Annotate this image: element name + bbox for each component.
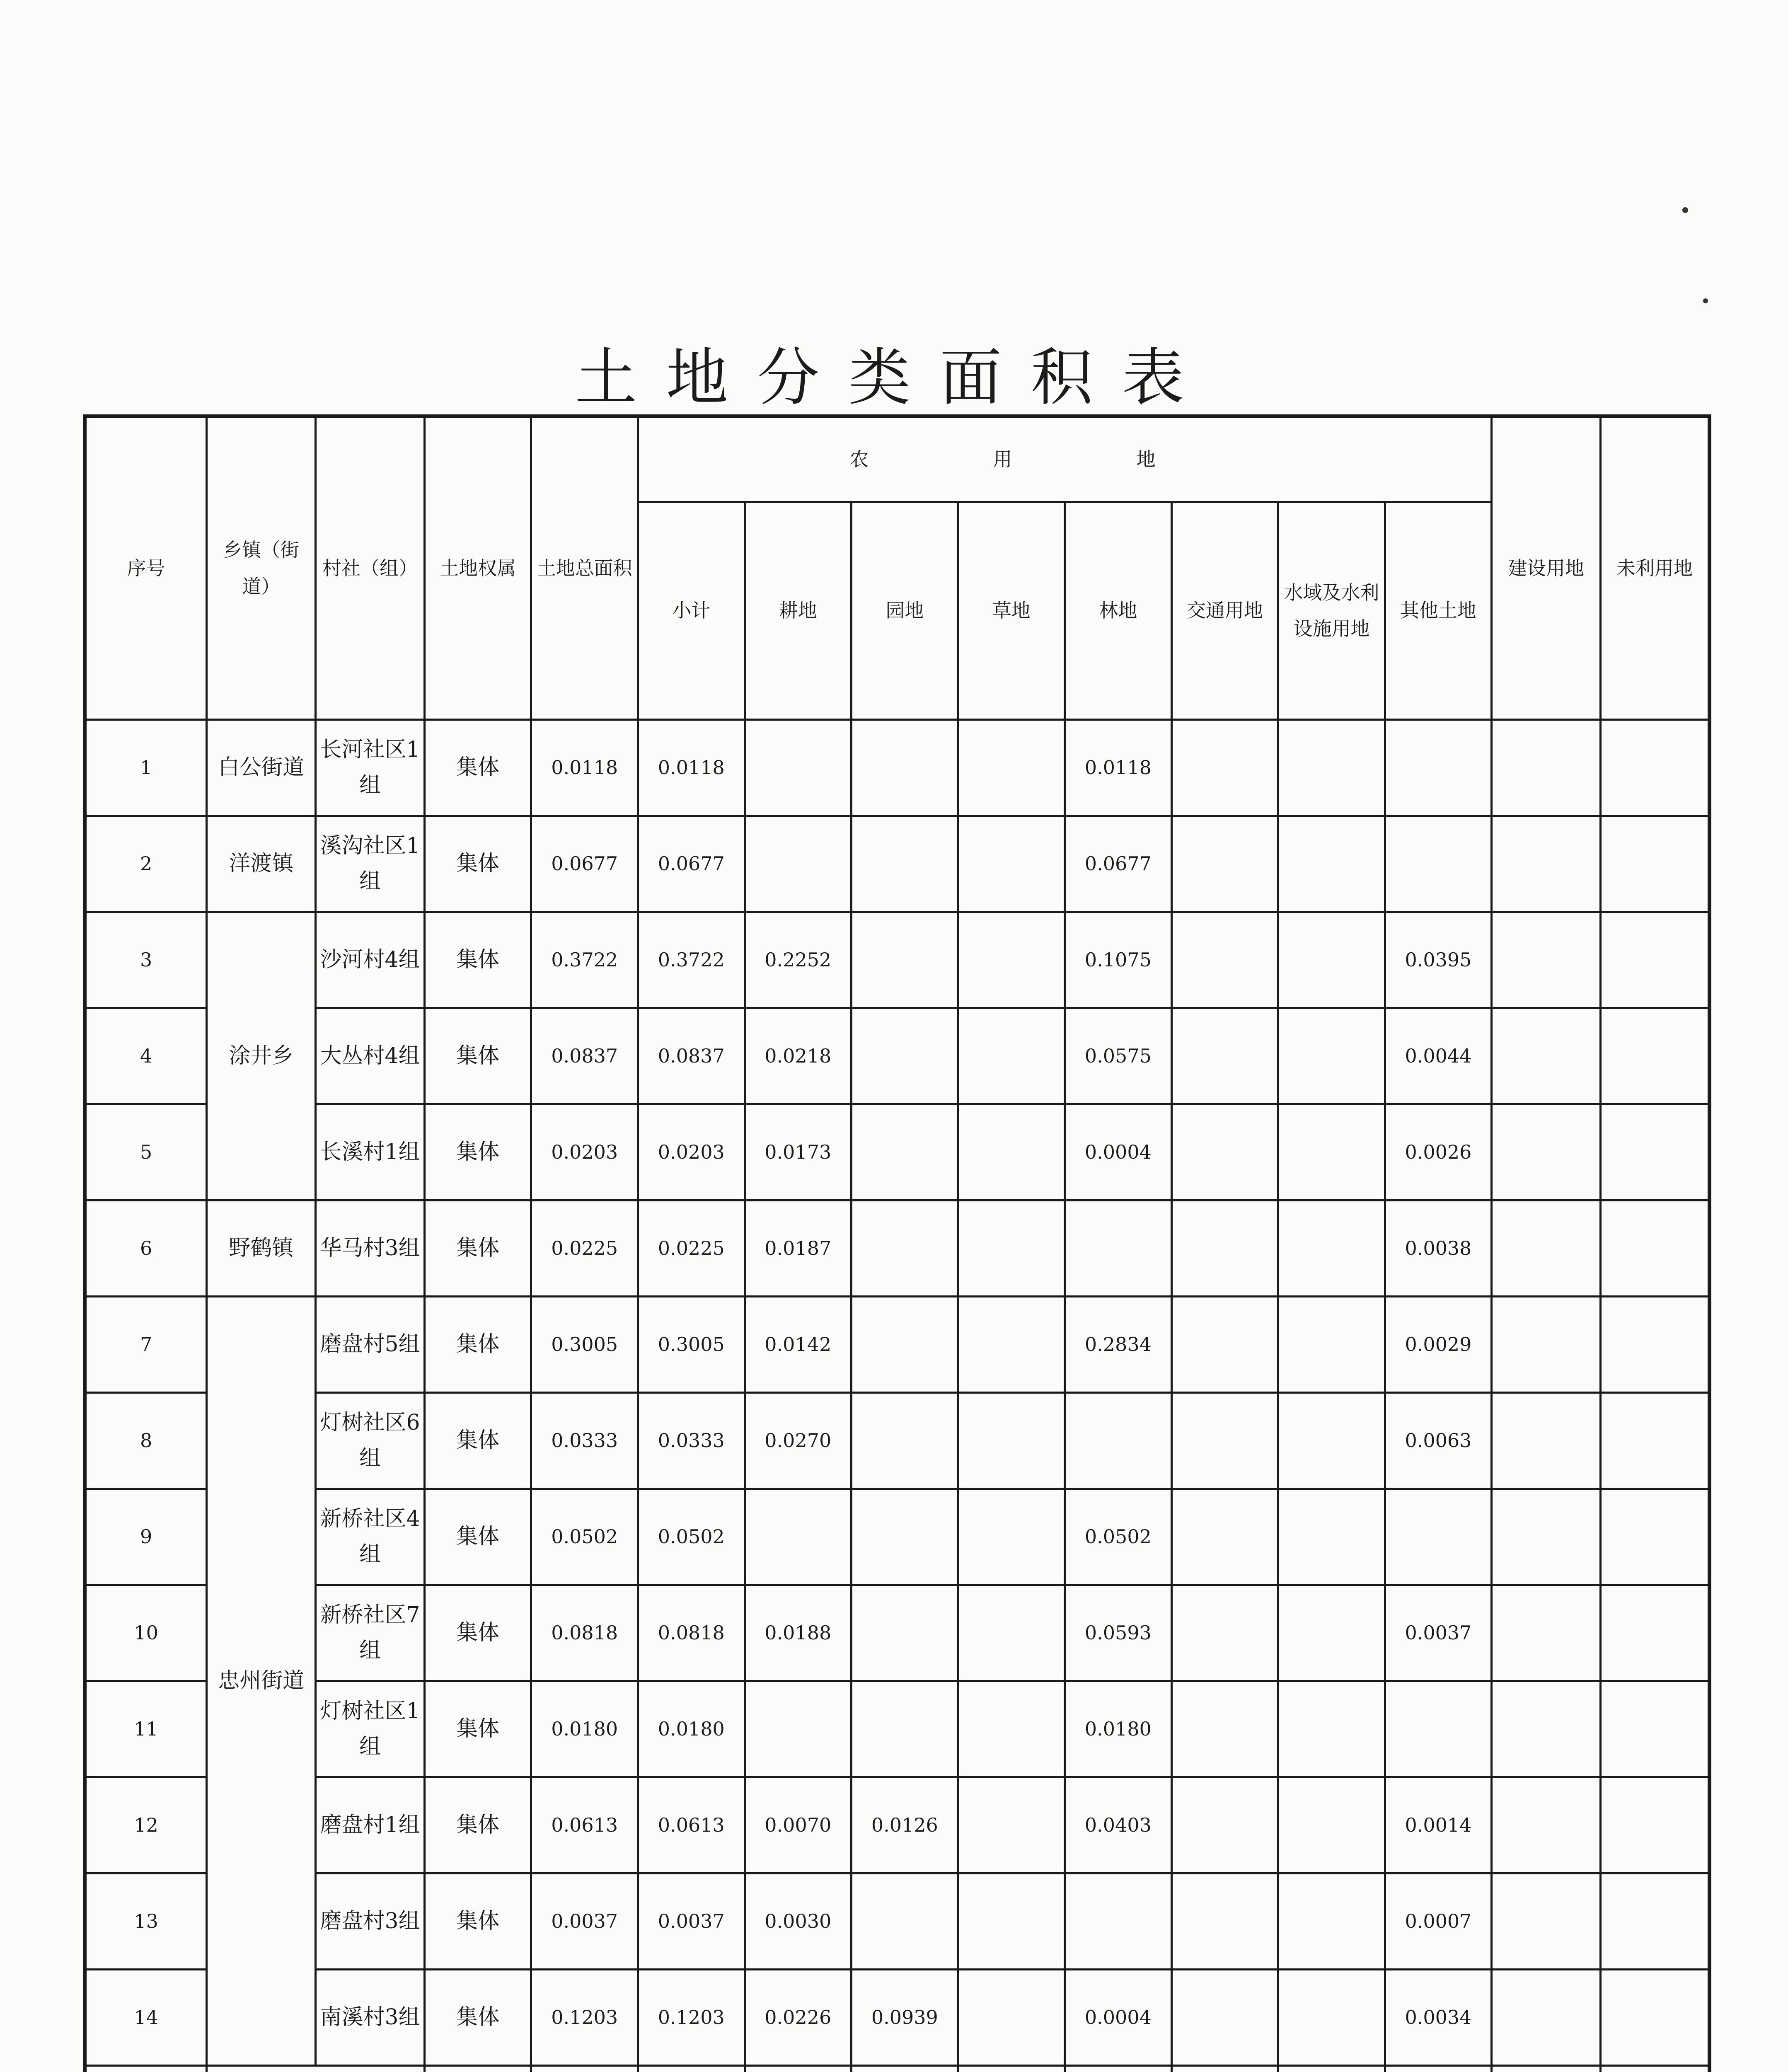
header-total-area: 土地总面积: [531, 416, 638, 720]
cell-garden: [852, 1008, 958, 1104]
cell-construction: [1492, 912, 1601, 1008]
cell-ownership: 集体: [424, 816, 531, 912]
cell-grass: [958, 1393, 1065, 1489]
cell-village: 大丛村4组: [316, 1008, 425, 1104]
cell-subtotal: 0.0203: [638, 1104, 745, 1201]
scan-speck: [1682, 207, 1688, 213]
cell-forest: 0.0004: [1065, 1104, 1172, 1201]
cell-grass: [958, 1489, 1065, 1585]
cell-ownership: 集体: [424, 1393, 531, 1489]
cell-transport: [1171, 816, 1278, 912]
cell-transport: [1171, 912, 1278, 1008]
cell-forest: [1065, 1874, 1172, 1970]
cell-grass: [958, 1008, 1065, 1104]
cell-village: 灯树社区1组: [316, 1681, 425, 1777]
cell-cultivated: 0.0142: [745, 1297, 852, 1393]
cell-forest: 0.0575: [1065, 1008, 1172, 1104]
cell-forest: 0.0180: [1065, 1681, 1172, 1777]
header-grass: 草地: [958, 502, 1065, 720]
cell-total: 0.0502: [531, 1489, 638, 1585]
cell-garden: [852, 1201, 958, 1297]
cell-water: [1278, 1777, 1385, 1874]
cell-unused: [1601, 1489, 1710, 1585]
cell-ownership: 集体: [424, 1777, 531, 1874]
cell-ownership: 集体: [424, 1104, 531, 1201]
cell-total: 0.0818: [531, 1585, 638, 1681]
cell-forest: [1065, 1201, 1172, 1297]
cell-index: 11: [85, 1681, 207, 1777]
table-row: [85, 816, 1710, 912]
cell-water: [1278, 1489, 1385, 1585]
cell-ownership: 集体: [424, 1489, 531, 1585]
cell-ownership: 集体: [424, 1970, 531, 2066]
cell-forest: 0.0502: [1065, 1489, 1172, 1585]
cell-cultivated: [745, 2066, 852, 2072]
cell-index: 1: [85, 720, 207, 816]
cell-construction: [1492, 1393, 1601, 1489]
table-row: [85, 1008, 1710, 1104]
cell-garden: [852, 1104, 958, 1201]
cell-cultivated: 0.0188: [745, 1585, 852, 1681]
table-row: [85, 1393, 1710, 1489]
header-garden: 园地: [852, 502, 958, 720]
cell-total: [531, 2066, 638, 2072]
cell-village: 南溪村3组: [316, 1970, 425, 2066]
cell-ownership: 集体: [424, 1201, 531, 1297]
cell-forest: 0.0403: [1065, 1777, 1172, 1874]
cell-grass: [958, 1297, 1065, 1393]
header-ownership: 土地权属: [424, 416, 531, 720]
cell-unused: [1601, 1297, 1710, 1393]
cell-forest: 0.0118: [1065, 720, 1172, 816]
cell-cultivated: [745, 1489, 852, 1585]
cell-water: [1278, 1393, 1385, 1489]
table-row: [85, 1874, 1710, 1970]
cell-grass: [958, 1681, 1065, 1777]
cell-garden: [852, 2066, 958, 2072]
cell-other: [1385, 1681, 1492, 1777]
cell-other: 0.0014: [1385, 1777, 1492, 1874]
cell-water: [1278, 1585, 1385, 1681]
cell-water: [1278, 1970, 1385, 2066]
cell-transport: [1171, 1489, 1278, 1585]
header-index: 序号: [85, 416, 207, 720]
cell-subtotal: [638, 2066, 745, 2072]
cell-unused: [1601, 2066, 1710, 2072]
cell-index: 14: [85, 1970, 207, 2066]
cell-unused: [1601, 720, 1710, 816]
cell-construction: [1492, 1874, 1601, 1970]
cell-village: 新桥社区7组: [316, 1585, 425, 1681]
cell-subtotal: 0.0502: [638, 1489, 745, 1585]
cell-total: 0.1203: [531, 1970, 638, 2066]
table-body: [85, 720, 1710, 2072]
cell-cultivated: [745, 816, 852, 912]
cell-cultivated: 0.0270: [745, 1393, 852, 1489]
cell-grass: [958, 1104, 1065, 1201]
cell-township: 野鹤镇: [207, 1201, 316, 1297]
header-cultivated: 耕地: [745, 502, 852, 720]
cell-village: 长溪村1组: [316, 1104, 425, 1201]
cell-subtotal: 0.1203: [638, 1970, 745, 2066]
cell-other: [1385, 720, 1492, 816]
cell-village: 磨盘村3组: [316, 1874, 425, 1970]
cell-other: [1385, 1489, 1492, 1585]
cell-subtotal: 0.3005: [638, 1297, 745, 1393]
cell-cultivated: [745, 720, 852, 816]
cell-water: [1278, 1681, 1385, 1777]
cell-grass: [958, 720, 1065, 816]
cell-other: 0.0034: [1385, 1970, 1492, 2066]
cell-cultivated: 0.0218: [745, 1008, 852, 1104]
header-construction-land: 建设用地: [1492, 416, 1601, 720]
cell-other: 0.0029: [1385, 1297, 1492, 1393]
cell-water: [1278, 1008, 1385, 1104]
cell-cultivated: 0.0226: [745, 1970, 852, 2066]
cell-total: 0.3005: [531, 1297, 638, 1393]
cell-transport: [1171, 1970, 1278, 2066]
cell-total: 0.3722: [531, 912, 638, 1008]
cell-ownership: 集体: [424, 1681, 531, 1777]
cell-unused: [1601, 1008, 1710, 1104]
cell-transport: [1171, 1201, 1278, 1297]
cell-construction: [1492, 1585, 1601, 1681]
table-row: [85, 1777, 1710, 1874]
cell-cultivated: [745, 1681, 852, 1777]
cell-village: 灯树社区6组: [316, 1393, 425, 1489]
cell-unused: [1601, 1970, 1710, 2066]
cell-transport: [1171, 1104, 1278, 1201]
cell-ownership: 集体: [424, 1008, 531, 1104]
cell-unused: [1601, 1585, 1710, 1681]
cell-forest: 0.0593: [1065, 1585, 1172, 1681]
cell-index: 9: [85, 1489, 207, 1585]
scan-speck: [1703, 298, 1708, 303]
cell-construction: [1492, 1201, 1601, 1297]
cell-index: 4: [85, 1008, 207, 1104]
page-title: 土地分类面积表: [575, 342, 1213, 414]
cell-grass: [958, 2066, 1065, 2072]
cell-grass: [958, 1874, 1065, 1970]
cell-construction: [1492, 1104, 1601, 1201]
table-row: [85, 720, 1710, 816]
cell-grass: [958, 1970, 1065, 2066]
cell-forest: 0.0677: [1065, 816, 1172, 912]
table-row: [85, 1297, 1710, 1393]
cell-transport: [1171, 1681, 1278, 1777]
cell-other: 0.0063: [1385, 1393, 1492, 1489]
cell-cultivated: 0.0030: [745, 1874, 852, 1970]
cell-ownership: 集体: [424, 720, 531, 816]
cell-index: 6: [85, 1201, 207, 1297]
cell-construction: [1492, 2066, 1601, 2072]
cell-total: 0.0037: [531, 1874, 638, 1970]
cell-garden: [852, 1393, 958, 1489]
cell-garden: 0.0126: [852, 1777, 958, 1874]
table-row: [85, 1489, 1710, 1585]
cell-garden: [852, 720, 958, 816]
cell-garden: [852, 1489, 958, 1585]
cell-index: 3: [85, 912, 207, 1008]
header-agricultural-land: 农用地: [638, 416, 1491, 502]
cell-water: [1278, 2066, 1385, 2072]
cell-transport: [1171, 1874, 1278, 1970]
cell-forest: 0.0004: [1065, 1970, 1172, 2066]
cell-transport: [1171, 1585, 1278, 1681]
header-township: 乡镇（街道）: [207, 416, 316, 720]
cell-subtotal: 0.0180: [638, 1681, 745, 1777]
cell-village: 磨盘村5组: [316, 1297, 425, 1393]
cell-total: 0.0203: [531, 1104, 638, 1201]
cell-subtotal: 0.0333: [638, 1393, 745, 1489]
cell-total: 0.0333: [531, 1393, 638, 1489]
cell-construction: [1492, 1681, 1601, 1777]
header-other: 其他土地: [1385, 502, 1492, 720]
table-row: [85, 1201, 1710, 1297]
cell-index: 12: [85, 1777, 207, 1874]
cell-other: [1385, 816, 1492, 912]
cell-transport: [1171, 1008, 1278, 1104]
cell-total: 0.0677: [531, 816, 638, 912]
header-water: 水域及水利设施用地: [1278, 502, 1385, 720]
cell-total: 0.0225: [531, 1201, 638, 1297]
cell-other: [1385, 2066, 1492, 2072]
cell-transport: [1171, 1777, 1278, 1874]
cell-ownership: 集体: [424, 1297, 531, 1393]
cell-water: [1278, 816, 1385, 912]
cell-grass: [958, 912, 1065, 1008]
cell-garden: [852, 912, 958, 1008]
cell-other: 0.0395: [1385, 912, 1492, 1008]
cell-index: 8: [85, 1393, 207, 1489]
cell-subtotal: 0.0118: [638, 720, 745, 816]
cell-construction: [1492, 1777, 1601, 1874]
cell-grass: [958, 1585, 1065, 1681]
cell-unused: [1601, 1201, 1710, 1297]
cell-unused: [1601, 816, 1710, 912]
header-village: 村社（组）: [316, 416, 425, 720]
cell-construction: [1492, 1297, 1601, 1393]
cell-township: 白公街道: [207, 720, 316, 816]
table-row: [85, 1585, 1710, 1681]
cell-total: 0.0180: [531, 1681, 638, 1777]
cell-other: 0.0007: [1385, 1874, 1492, 1970]
cell-index: 2: [85, 816, 207, 912]
cell-index: 7: [85, 1297, 207, 1393]
cell-water: [1278, 1874, 1385, 1970]
cell-subtotal: 0.0037: [638, 1874, 745, 1970]
header-subtotal: 小计: [638, 502, 745, 720]
cell-garden: [852, 1681, 958, 1777]
cell-grass: [958, 1777, 1065, 1874]
cell-ownership: 集体: [424, 1874, 531, 1970]
cell-subtotal: 0.0613: [638, 1777, 745, 1874]
cell-transport: [1171, 1297, 1278, 1393]
cell-construction: [1492, 1008, 1601, 1104]
cell-water: [1278, 720, 1385, 816]
cell-unused: [1601, 1874, 1710, 1970]
cell-cultivated: 0.2252: [745, 912, 852, 1008]
cell-township: 洋渡镇: [207, 816, 316, 912]
cell-village: 溪沟社区1组: [316, 816, 425, 912]
cell-county: [207, 2066, 425, 2072]
cell-other: 0.0038: [1385, 1201, 1492, 1297]
cell-township: 忠州街道: [207, 1297, 316, 2066]
cell-subtotal: 0.0677: [638, 816, 745, 912]
cell-total-label: [424, 2066, 531, 2072]
cell-subtotal: 0.0818: [638, 1585, 745, 1681]
cell-forest: 0.2834: [1065, 1297, 1172, 1393]
header-transport: 交通用地: [1171, 502, 1278, 720]
table-row: [85, 1970, 1710, 2066]
cell-unused: [1601, 1393, 1710, 1489]
cell-construction: [1492, 816, 1601, 912]
cell-garden: [852, 1297, 958, 1393]
cell-subtotal: 0.0225: [638, 1201, 745, 1297]
header-forest: 林地: [1065, 502, 1172, 720]
cell-cultivated: 0.0173: [745, 1104, 852, 1201]
cell-unused: [1601, 912, 1710, 1008]
cell-forest: [1065, 1393, 1172, 1489]
cell-subtotal: 0.3722: [638, 912, 745, 1008]
cell-ownership: 集体: [424, 1585, 531, 1681]
cell-transport: [1171, 1393, 1278, 1489]
cell-unused: [1601, 1104, 1710, 1201]
cell-index: 13: [85, 1874, 207, 1970]
cell-village: 新桥社区4组: [316, 1489, 425, 1585]
cell-garden: [852, 1874, 958, 1970]
cell-other: 0.0044: [1385, 1008, 1492, 1104]
cell-other: 0.0026: [1385, 1104, 1492, 1201]
cell-unused: [1601, 1777, 1710, 1874]
table-row: [85, 1681, 1710, 1777]
total-row: [85, 2066, 1710, 2072]
cell-total: 0.0118: [531, 720, 638, 816]
cell-index: [85, 2066, 207, 2072]
cell-forest: [1065, 2066, 1172, 2072]
cell-water: [1278, 1104, 1385, 1201]
cell-water: [1278, 1201, 1385, 1297]
table-row: [85, 1104, 1710, 1201]
cell-village: 华马村3组: [316, 1201, 425, 1297]
header-unused-land: 未利用地: [1601, 416, 1710, 720]
cell-village: 沙河村4组: [316, 912, 425, 1008]
cell-index: 10: [85, 1585, 207, 1681]
cell-township: 涂井乡: [207, 912, 316, 1201]
cell-cultivated: 0.0070: [745, 1777, 852, 1874]
cell-grass: [958, 1201, 1065, 1297]
cell-unused: [1601, 1681, 1710, 1777]
cell-cultivated: 0.0187: [745, 1201, 852, 1297]
cell-village: 长河社区1组: [316, 720, 425, 816]
cell-garden: 0.0939: [852, 1970, 958, 2066]
cell-construction: [1492, 1489, 1601, 1585]
cell-construction: [1492, 1970, 1601, 2066]
cell-garden: [852, 816, 958, 912]
table-row: [85, 912, 1710, 1008]
cell-ownership: 集体: [424, 912, 531, 1008]
cell-total: 0.0837: [531, 1008, 638, 1104]
cell-transport: [1171, 2066, 1278, 2072]
cell-transport: [1171, 720, 1278, 816]
cell-construction: [1492, 720, 1601, 816]
cell-forest: 0.1075: [1065, 912, 1172, 1008]
land-classification-table: [83, 414, 1711, 2072]
cell-water: [1278, 1297, 1385, 1393]
cell-other: 0.0037: [1385, 1585, 1492, 1681]
cell-grass: [958, 816, 1065, 912]
cell-subtotal: 0.0837: [638, 1008, 745, 1104]
cell-village: 磨盘村1组: [316, 1777, 425, 1874]
cell-total: 0.0613: [531, 1777, 638, 1874]
cell-water: [1278, 912, 1385, 1008]
cell-index: 5: [85, 1104, 207, 1201]
cell-garden: [852, 1585, 958, 1681]
